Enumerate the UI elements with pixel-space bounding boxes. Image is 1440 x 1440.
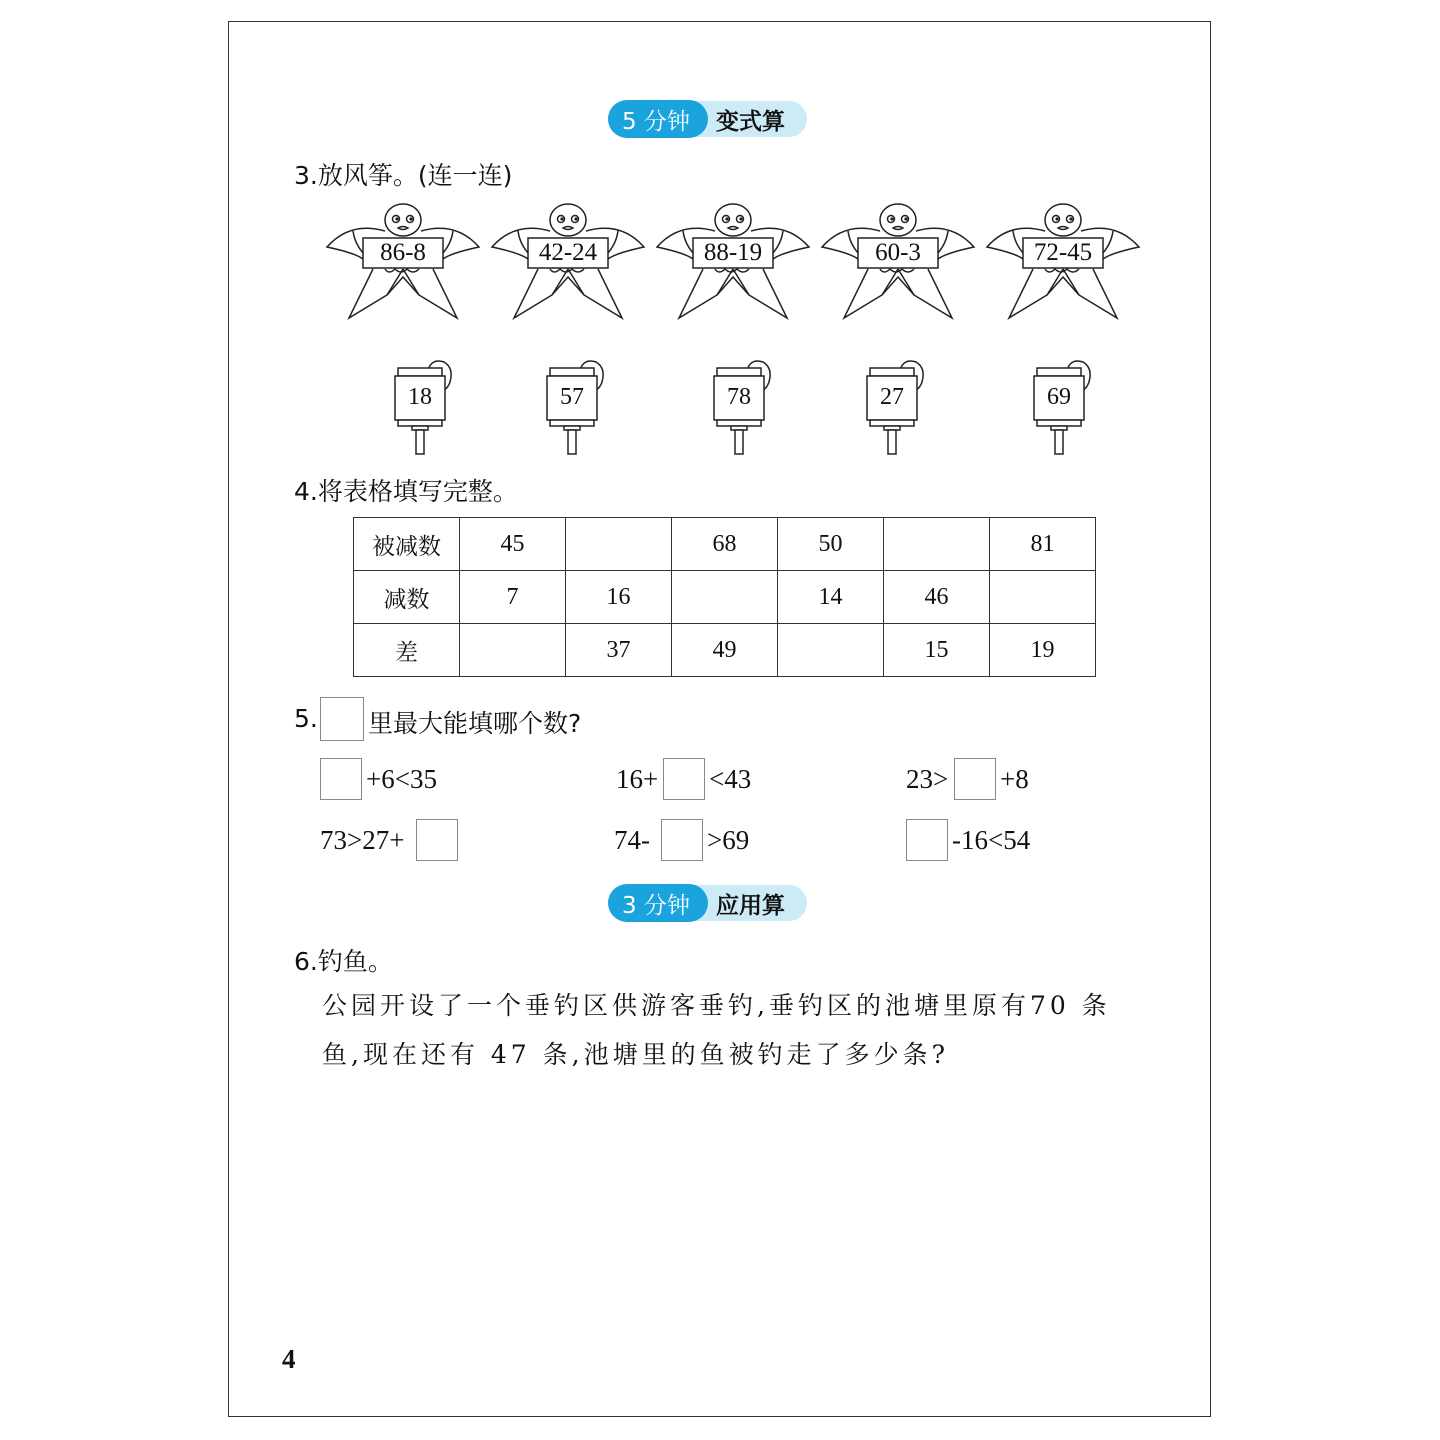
answer-box[interactable] xyxy=(663,758,705,800)
kite-expression: 72-45 xyxy=(1033,239,1093,266)
table-cell: 50 xyxy=(778,518,884,571)
answer-box[interactable] xyxy=(661,819,703,861)
spool-number: 18 xyxy=(408,384,432,410)
kite-expression: 88-19 xyxy=(703,239,763,266)
kite[interactable] xyxy=(325,203,481,321)
table-cell: 14 xyxy=(778,571,884,624)
row-label: 减数 xyxy=(354,571,460,624)
table-cell: 45 xyxy=(460,518,566,571)
answer-box-sample xyxy=(320,697,364,741)
page-number: 4 xyxy=(282,1344,296,1374)
table-cell: 37 xyxy=(566,624,672,677)
expression-after: <43 xyxy=(709,764,752,794)
spool[interactable] xyxy=(1031,356,1095,456)
answer-box[interactable] xyxy=(906,819,948,861)
kite[interactable] xyxy=(655,203,811,321)
table-cell: 19 xyxy=(990,624,1096,677)
table-row xyxy=(354,624,1096,677)
spool[interactable] xyxy=(392,356,456,456)
expression-after: +6<35 xyxy=(366,764,437,794)
answer-box[interactable] xyxy=(954,758,996,800)
section-time-2: 3 分钟 xyxy=(608,884,708,922)
blank-cell[interactable] xyxy=(778,624,884,677)
problem-text-line-2: 鱼,现在还有 47 条,池塘里的鱼被钓走了多少条? xyxy=(322,1040,950,1069)
expression-after: -16<54 xyxy=(952,825,1031,855)
subtraction-table xyxy=(353,517,1096,677)
spool-number: 27 xyxy=(880,384,904,410)
kite-expression: 86-8 xyxy=(380,239,426,266)
section-badge-1 xyxy=(608,100,807,138)
row-label: 被减数 xyxy=(354,518,460,571)
question-4-title: 4.将表格填写完整。 xyxy=(294,477,518,506)
question-5-prefix: 5. xyxy=(294,704,318,733)
kite[interactable] xyxy=(820,203,976,321)
table-cell: 7 xyxy=(460,571,566,624)
spool[interactable] xyxy=(544,356,608,456)
question-5-title: 里最大能填哪个数? xyxy=(368,709,582,738)
table-row xyxy=(354,571,1096,624)
blank-cell[interactable] xyxy=(460,624,566,677)
expression-before: 74- xyxy=(614,825,650,855)
section-time-1: 5 分钟 xyxy=(608,100,708,138)
problem-text-line-1: 公园开设了一个垂钓区供游客垂钓,垂钓区的池塘里原有70 条 xyxy=(322,991,1111,1020)
question-3-title: 3.放风筝。(连一连) xyxy=(294,161,513,190)
table-row xyxy=(354,518,1096,571)
table-cell: 49 xyxy=(672,624,778,677)
section-badge-2 xyxy=(608,884,807,922)
expression-after: +8 xyxy=(1000,764,1029,794)
blank-cell[interactable] xyxy=(990,571,1096,624)
table-cell: 15 xyxy=(884,624,990,677)
table-cell: 46 xyxy=(884,571,990,624)
kite-expression: 60-3 xyxy=(875,239,921,266)
question-6-title: 6.钓鱼。 xyxy=(294,947,393,976)
blank-cell[interactable] xyxy=(884,518,990,571)
section-name-2: 应用算 xyxy=(688,885,807,921)
expression-before: 16+ xyxy=(616,764,659,794)
blank-cell[interactable] xyxy=(566,518,672,571)
blank-cell[interactable] xyxy=(672,571,778,624)
spool[interactable] xyxy=(864,356,928,456)
answer-box[interactable] xyxy=(416,819,458,861)
table-cell: 68 xyxy=(672,518,778,571)
kite[interactable] xyxy=(490,203,646,321)
table-cell: 16 xyxy=(566,571,672,624)
expression-before: 73>27+ xyxy=(320,825,405,855)
answer-box[interactable] xyxy=(320,758,362,800)
kite[interactable] xyxy=(985,203,1141,321)
spool[interactable] xyxy=(711,356,775,456)
table-cell: 81 xyxy=(990,518,1096,571)
section-name-1: 变式算 xyxy=(688,101,807,137)
row-label: 差 xyxy=(354,624,460,677)
kite-expression: 42-24 xyxy=(538,239,598,266)
expression-before: 23> xyxy=(906,764,949,794)
expression-after: >69 xyxy=(707,825,750,855)
spool-number: 57 xyxy=(560,384,584,410)
spool-number: 69 xyxy=(1047,384,1071,410)
spool-number: 78 xyxy=(727,384,751,410)
